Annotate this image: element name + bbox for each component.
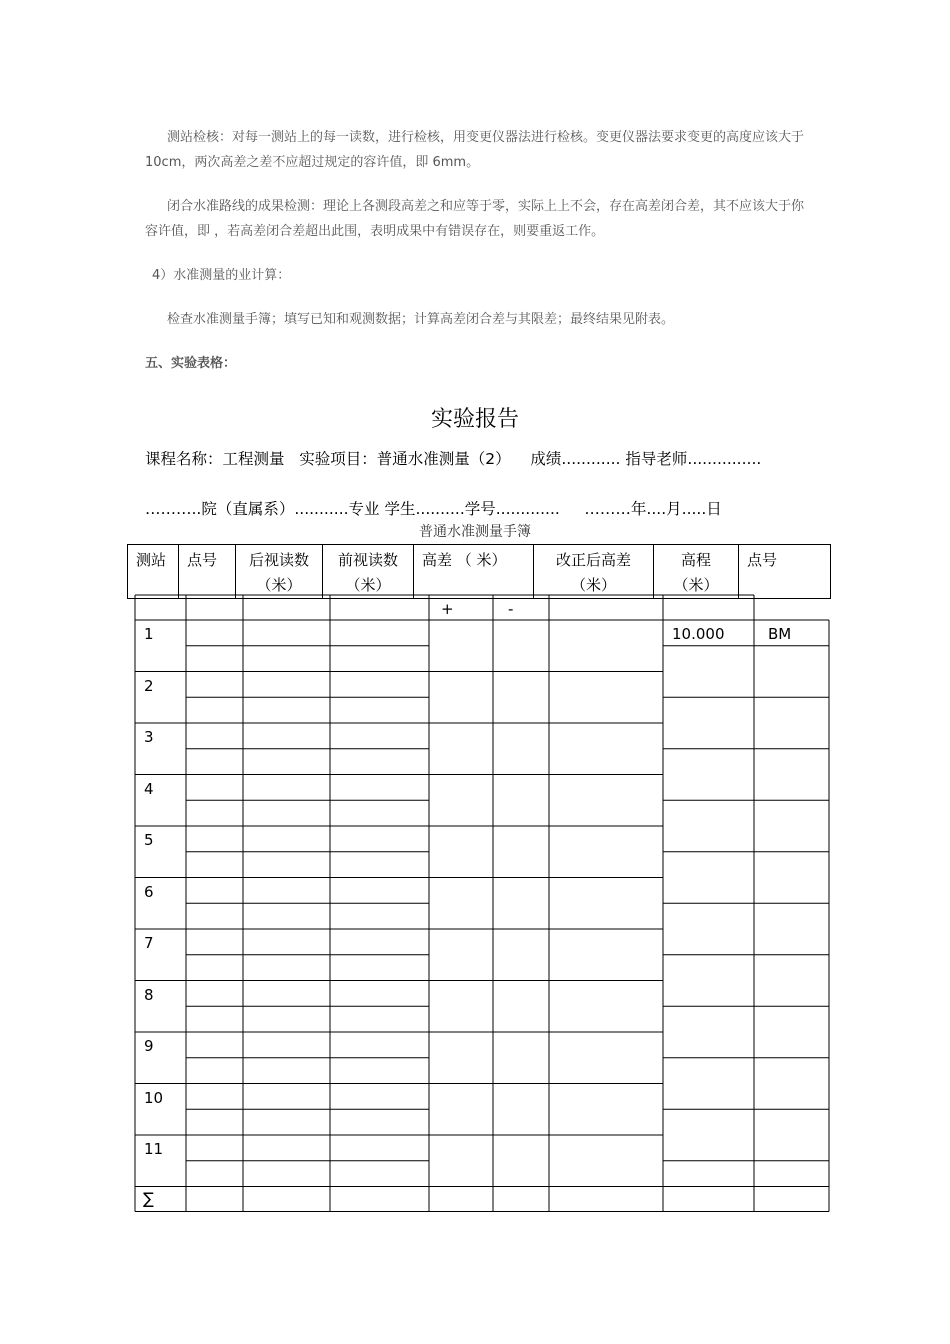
start-point: BM	[768, 625, 792, 643]
header-corrected-diff: 改正后高差 （米）	[534, 545, 654, 599]
section-heading: 五、实验表格：	[145, 356, 237, 371]
start-elevation: 10.000	[672, 625, 725, 643]
report-course-line: 课程名称：工程测量 实验项目：普通水准测量（2） 成绩............ 指导老师...............	[145, 450, 762, 468]
header-foresight: 前视读数 （米）	[323, 545, 414, 599]
station-label: 2	[144, 676, 154, 695]
header-backsight: 后视读数（米）	[236, 545, 323, 599]
table-caption: 普通水准测量手簿	[419, 524, 531, 540]
report-student-line: ………..院（直属系）...........专业 学生..........学号............. ………年....月.....日	[145, 500, 722, 518]
paragraph-office-calc: 4）水准测量的业计算：	[152, 268, 291, 283]
report-title: 实验报告	[430, 407, 519, 432]
station-label: 11	[144, 1140, 164, 1158]
header-point-2: 点号	[739, 545, 831, 599]
station-label: 1	[144, 625, 154, 643]
paragraph-station-check: 测站检核：对每一测站上的每一读数，进行检核，用变更仪器法进行检核。变更仪器法要求变更的高度应该大于 10cm，两次高差之差不应超过规定的容许值，即 6mm。	[145, 130, 805, 170]
paragraph-closure-check: 闭合水准路线的成果检测：理论上各测段高差之和应等于零，实际上上不会，存在高差闭合差，其不应该大于你容许值，即 ，若高差闭合差超出此围，表明成果中有错误存在，则要重返工作。	[145, 199, 805, 239]
station-label: 3	[144, 728, 154, 746]
header-elevation: 高程 （米）	[654, 545, 739, 599]
station-label: 4	[144, 779, 154, 798]
plus-label: +	[441, 600, 454, 618]
station-label: 7	[144, 934, 154, 952]
minus-label: -	[508, 600, 514, 618]
station-label: 6	[144, 882, 154, 901]
station-label: 10	[144, 1088, 164, 1107]
station-label: 8	[144, 985, 154, 1004]
header-height-diff: 高差 （ 米）	[414, 545, 534, 599]
station-label: 5	[144, 831, 154, 849]
sum-label: ∑	[143, 1189, 154, 1208]
header-station: 测站	[128, 545, 179, 599]
paragraph-steps: 检查水准测量手簿；填写已知和观测数据；计算高差闭合差与其限差；最终结果见附表。	[167, 312, 675, 327]
header-point: 点号	[179, 545, 236, 599]
station-label: 9	[144, 1037, 154, 1055]
